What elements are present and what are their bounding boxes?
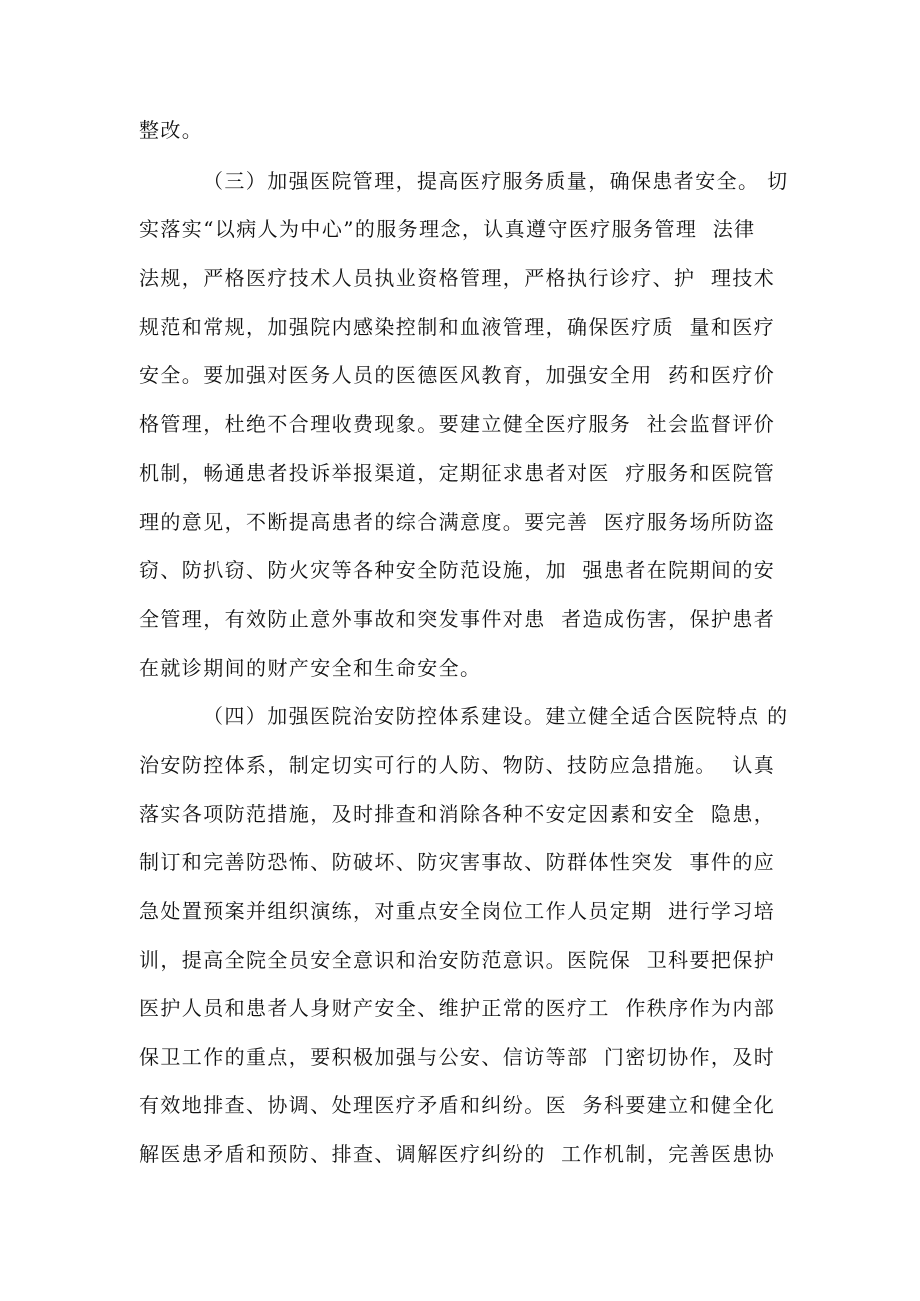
text-line: 理的意见，不断提高患者的综合满意度。要完善 医疗服务场所防盗 (139, 510, 776, 534)
paragraph-heading-3: （三）加强医院管理，提高医疗服务质量，确保患者安全。 切 (203, 169, 789, 193)
text-line: 制订和完善防恐怖、防破坏、防灾害事故、防群体性突发 事件的应 (139, 850, 776, 874)
text-line: 医护人员和患者人身财产安全、维护正常的医疗工 作秩序作为内部 (139, 996, 776, 1020)
text-line: 训，提高全院全员安全意识和治安防范意识。医院保 卫科要把保护 (139, 948, 776, 972)
text-line: 在就诊期间的财产安全和生命安全。 (139, 656, 482, 680)
text-line: 有效地排查、协调、处理医疗矛盾和纠纷。医 务科要建立和健全化 (139, 1093, 776, 1117)
text-line: 机制，畅通患者投诉举报渠道，定期征求患者对医 疗服务和医院管 (139, 461, 776, 485)
text-line: 实落实“以病人为中心”的服务理念，认真遵守医疗服务管理 法律 (139, 217, 756, 241)
text-line: 解医患矛盾和预防、排查、调解医疗纠纷的 工作机制，完善医患协 (139, 1142, 776, 1166)
text-line: 整改。 (139, 118, 204, 142)
text-line: 落实各项防范措施，及时排查和消除各种不安定因素和安全 隐患， (139, 802, 776, 826)
text-line: 急处置预案并组织演练，对重点安全岗位工作人员定期 进行学习培 (139, 899, 776, 923)
text-line: 规范和常规，加强院内感染控制和血液管理，确保医疗质 量和医疗 (139, 315, 776, 339)
text-line: 保卫工作的重点，要积极加强与公安、信访等部 门密切协作，及时 (139, 1045, 776, 1069)
text-line: 治安防控体系，制定切实可行的人防、物防、技防应急措施。 认真 (139, 753, 776, 777)
text-line: 安全。要加强对医务人员的医德医风教育，加强安全用 药和医疗价 (139, 363, 776, 387)
text-line: 格管理，杜绝不合理收费现象。要建立健全医疗服务 社会监督评价 (139, 412, 776, 436)
text-line: 全管理，有效防止意外事故和突发事件对患 者造成伤害，保护患者 (139, 607, 776, 631)
paragraph-heading-4: （四）加强医院治安防控体系建设。建立健全适合医院特点 的 (203, 704, 789, 728)
text-line: 窃、防扒窃、防火灾等各种安全防范设施，加 强患者在院期间的安 (139, 558, 776, 582)
text-line: 法规，严格医疗技术人员执业资格管理，严格执行诊疗、护 理技术 (139, 266, 776, 290)
